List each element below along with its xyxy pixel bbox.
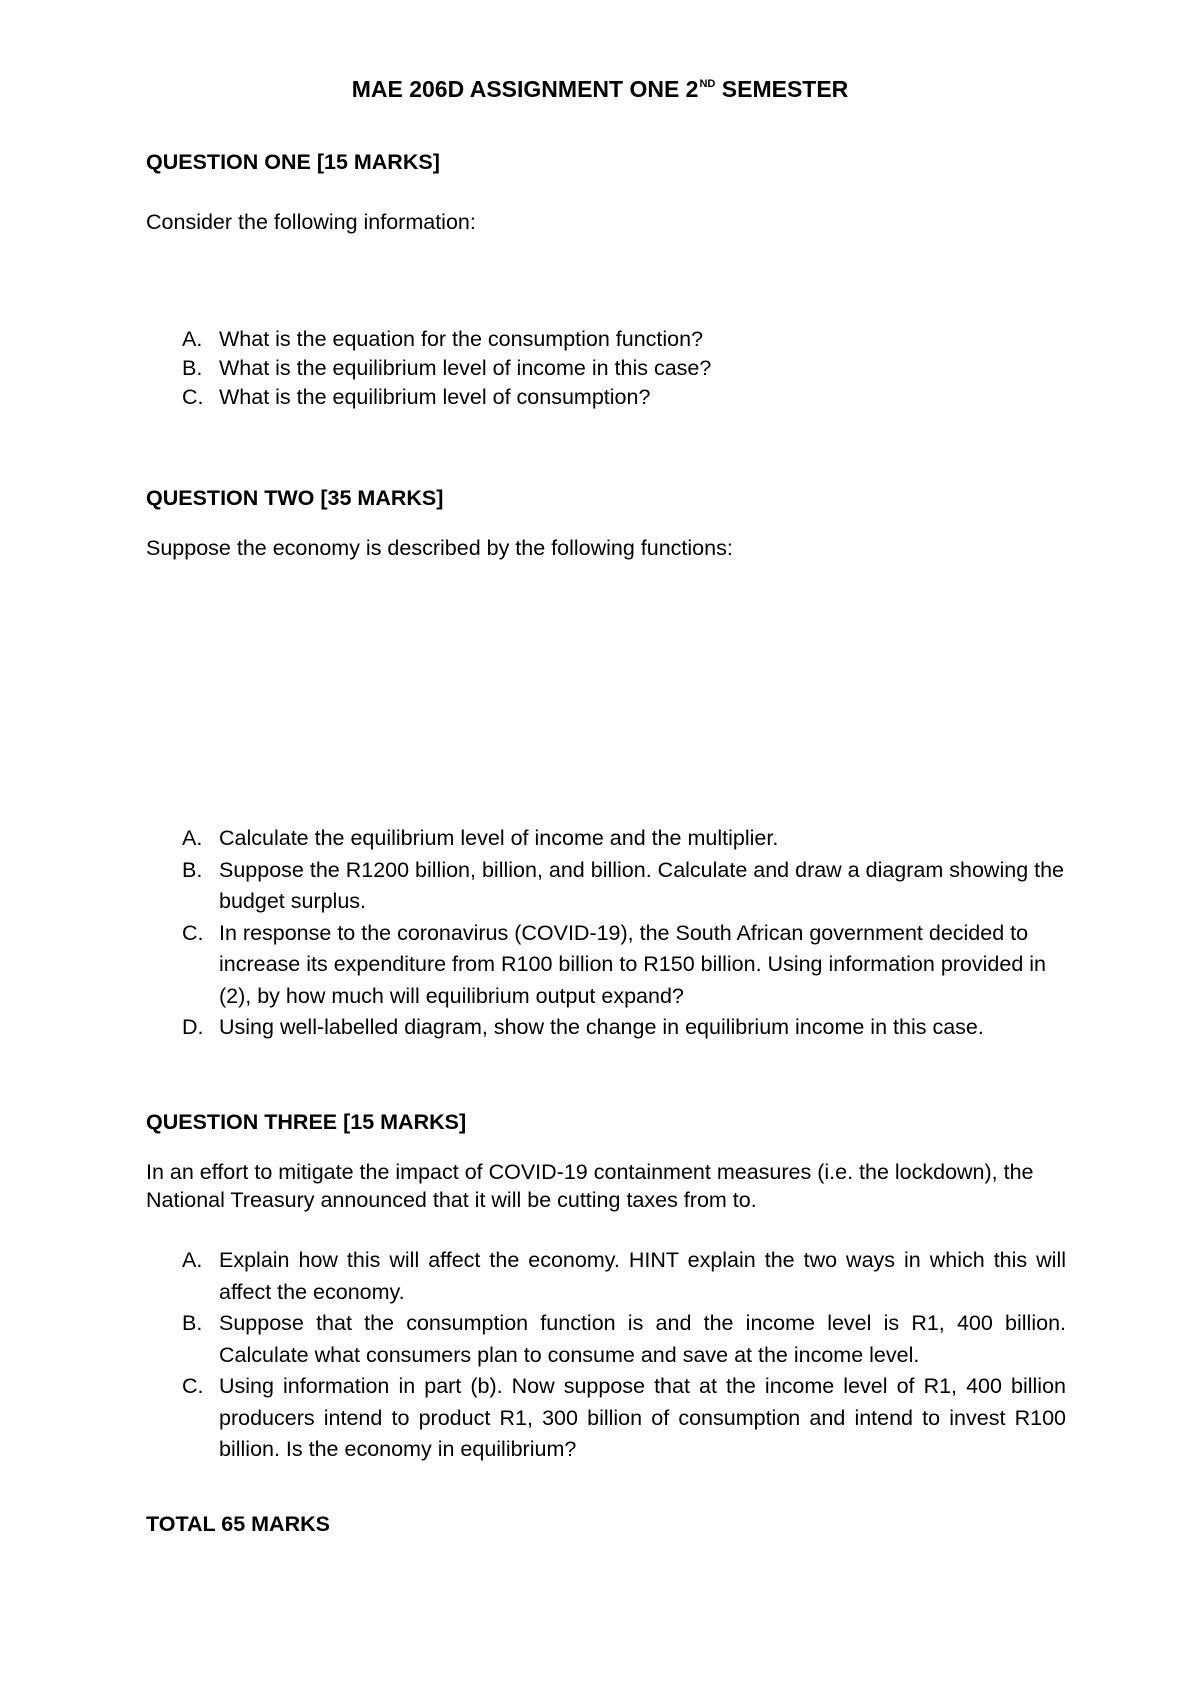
question-one-list [146,325,1066,412]
list-marker: B. [182,857,203,882]
title-suffix: SEMESTER [715,76,849,102]
list-marker: B. [182,356,203,380]
list-item-text: Using information in part (b). Now suppose that at the income level of R1, 400 billion producers intend to product R1, 300 billion of consumption and intend to invest R100 billion. Is the economy in equilibrium? [219,1374,1066,1461]
list-item [146,1308,1066,1371]
list-marker: C. [182,920,204,945]
list-item [146,855,1066,918]
question-two-intro: Suppose the economy is described by the following functions: [146,536,733,560]
question-two-list [146,823,1066,1044]
list-item [146,1245,1066,1308]
question-three-heading: QUESTION THREE [15 MARKS] [146,1110,467,1134]
list-marker: D. [182,1015,204,1039]
list-marker: A. [182,826,203,850]
list-item-text: What is the equilibrium level of consumption? [219,385,651,409]
question-one-heading: QUESTION ONE [15 MARKS] [146,150,440,174]
list-item [146,1012,1066,1044]
list-item [146,354,1066,383]
document-title [0,76,1200,103]
title-superscript: ND [699,78,716,90]
title-main: MAE 206D ASSIGNMENT ONE 2 [351,76,699,102]
list-item-text: Calculate the equilibrium level of income and the multiplier. [219,826,779,850]
question-one-intro: Consider the following information: [146,210,476,234]
question-three-list [146,1245,1066,1466]
list-item [146,1371,1066,1466]
list-item-text: What is the equation for the consumption function? [219,327,704,351]
list-item-text: What is the equilibrium level of income in this case? [219,356,712,380]
question-three-intro: In an effort to mitigate the impact of COVID-19 containment measures (i.e. the lockdown), the National Treasury announced that it will be cutting taxes from to. [146,1160,1034,1212]
list-item-text: Using well-labelled diagram, show the change in equilibrium income in this case. [219,1015,984,1039]
list-item [146,325,1066,354]
list-marker: B. [182,1311,203,1335]
list-item [146,823,1066,855]
list-item [146,918,1066,1013]
list-item-text: Suppose the R1200 billion, billion, and billion. Calculate and draw a diagram showing the budget surplus. [219,857,1065,913]
list-marker: C. [182,1374,204,1398]
question-two-heading: QUESTION TWO [35 MARKS] [146,486,444,510]
list-marker: A. [182,1248,203,1272]
list-marker: A. [182,327,203,351]
list-marker: C. [182,385,204,409]
list-item [146,383,1066,412]
list-item-text: Suppose that the consumption function is and the income level is R1, 400 billion. Calculate what consumers plan to consume and save at the income level. [219,1311,1066,1367]
list-item-text: In response to the coronavirus (COVID-19), the South African government decided to increase its expenditure from R100 billion to R150 billion. Using information provided in (2), by how much will equilibrium output expand? [219,920,1046,1008]
total-marks: TOTAL 65 MARKS [146,1512,330,1536]
list-item-text: Explain how this will affect the economy. HINT explain the two ways in which this will affect the economy. [219,1248,1066,1304]
